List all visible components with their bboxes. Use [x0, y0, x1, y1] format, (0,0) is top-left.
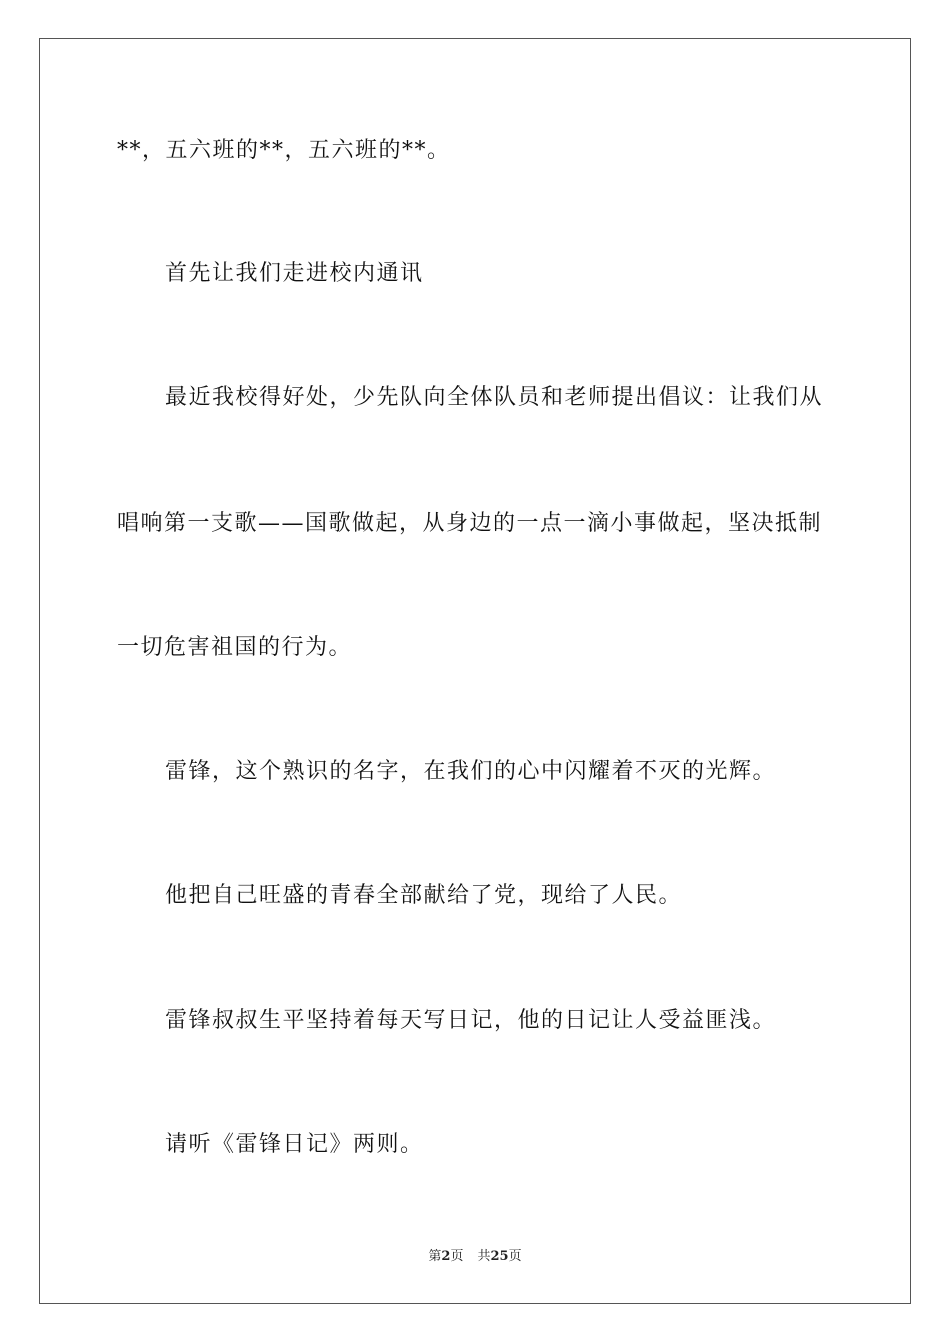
paragraph-line-3: 最近我校得好处，少先队向全体队员和老师提出倡议：让我们从	[165, 385, 824, 410]
page-current: 2	[441, 1249, 451, 1264]
paragraph-line-4: 唱响第一支歌——国歌做起，从身边的一点一滴小事做起，坚决抵制	[117, 511, 823, 536]
page-prefix: 第	[428, 1249, 442, 1264]
paragraph-line-5: 一切危害祖国的行为。	[117, 635, 353, 660]
page-footer	[0, 1248, 950, 1266]
page-total: 25	[490, 1249, 509, 1264]
paragraph-line-6: 雷锋，这个熟识的名字，在我们的心中闪耀着不灭的光辉。	[165, 759, 777, 784]
page-frame	[39, 38, 911, 1304]
paragraph-line-2: 首先让我们走进校内通讯	[165, 261, 424, 286]
total-suffix: 页	[508, 1249, 522, 1264]
paragraph-line-7: 他把自己旺盛的青春全部献给了党，现给了人民。	[165, 883, 683, 908]
page-suffix: 页	[450, 1249, 464, 1264]
paragraph-line-1: **，五六班的**，五六班的**。	[117, 138, 451, 163]
total-prefix: 共	[477, 1249, 491, 1264]
paragraph-line-8: 雷锋叔叔生平坚持着每天写日记，他的日记让人受益匪浅。	[165, 1008, 777, 1033]
paragraph-line-9: 请听《雷锋日记》两则。	[165, 1132, 424, 1157]
